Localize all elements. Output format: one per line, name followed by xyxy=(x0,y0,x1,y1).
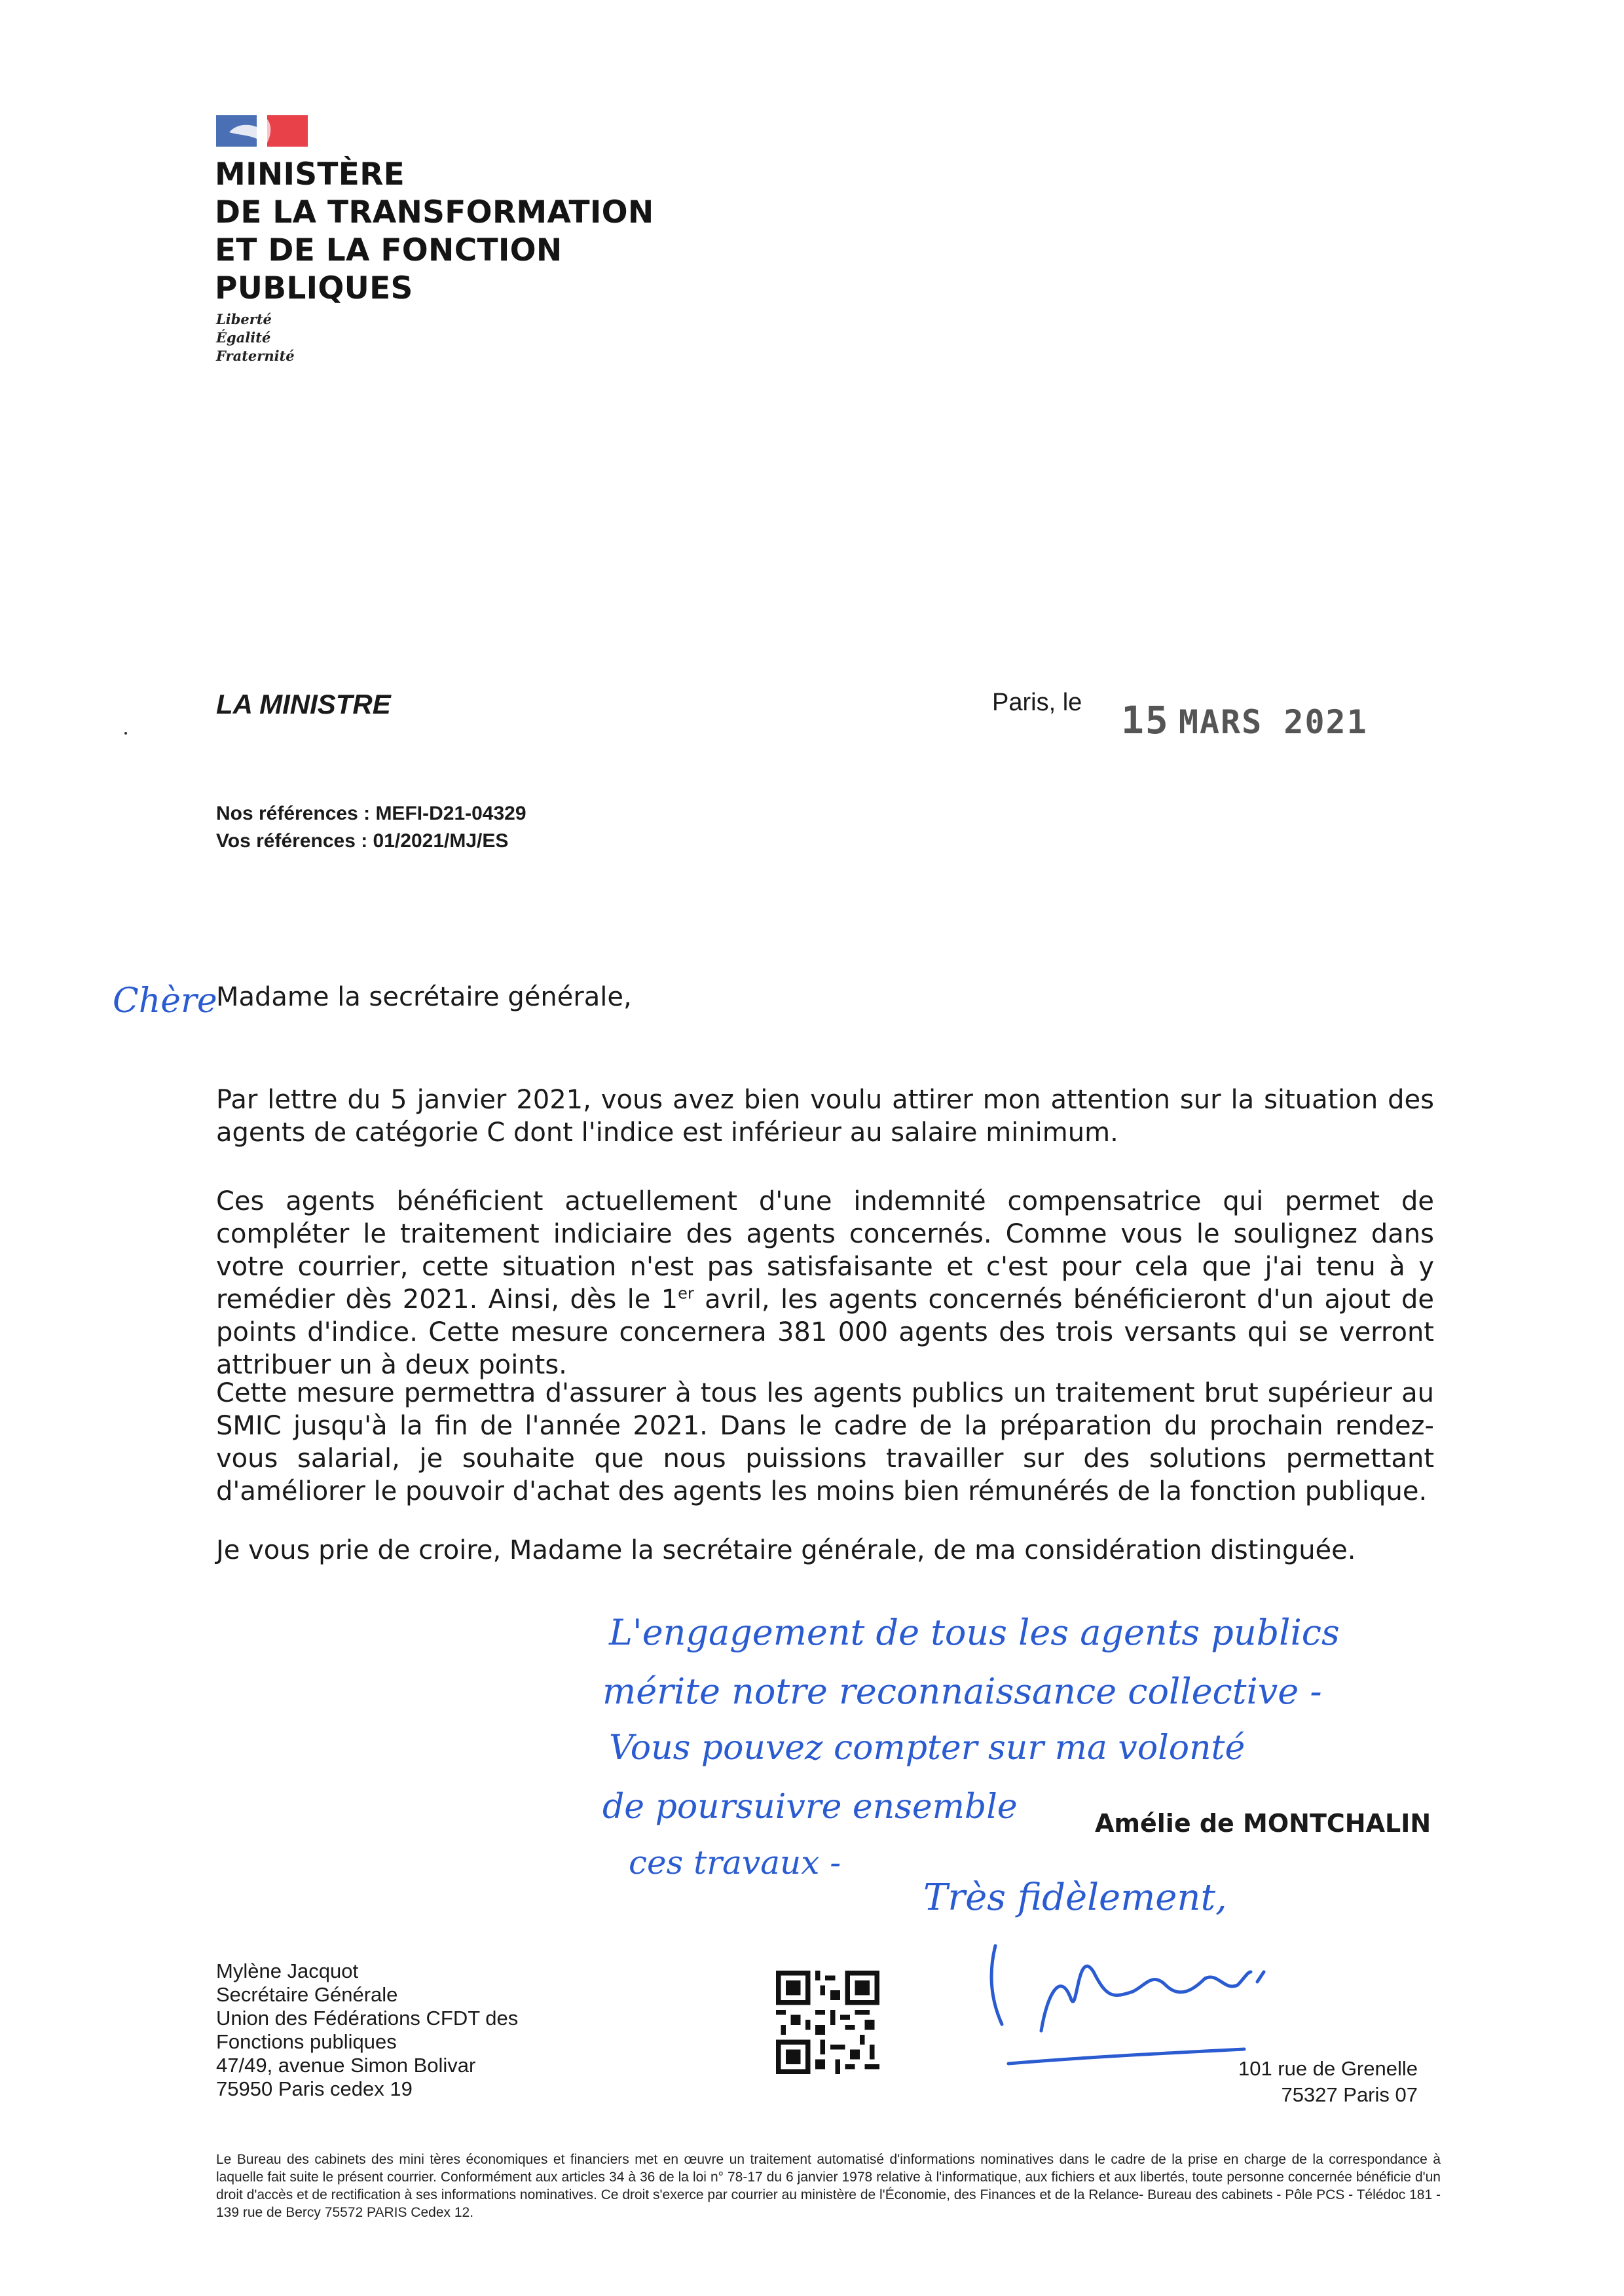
handwritten-line-2: mérite notre reconnaissance collective - xyxy=(602,1671,1322,1712)
recipient-line-6: 75950 Paris cedex 19 xyxy=(216,2077,413,2100)
ministry-line-4: PUBLIQUES xyxy=(215,270,413,306)
paragraph-2 xyxy=(216,1185,1434,1381)
handwritten-line-6: Très fidèlement, xyxy=(923,1876,1227,1919)
sender-line-2: 75327 Paris 07 xyxy=(1281,2083,1418,2106)
sender-address xyxy=(1221,2056,1418,2108)
marianne-flag-logo xyxy=(216,113,308,149)
signer-name: Amélie de MONTCHALIN xyxy=(1095,1809,1431,1838)
republic-motto xyxy=(216,310,295,365)
references xyxy=(216,800,526,855)
ministry-line-1: MINISTÈRE xyxy=(215,156,405,192)
sender-line-1: 101 rue de Grenelle xyxy=(1238,2057,1418,2080)
handwritten-line-1: L'engagement de tous les agents publics xyxy=(609,1612,1340,1653)
date-stamp xyxy=(1121,698,1368,742)
handwritten-salutation xyxy=(110,974,221,1027)
recipient-line-4: Fonctions publiques xyxy=(216,2030,397,2053)
author-title: LA MINISTRE xyxy=(216,689,391,720)
paragraph-1: Par lettre du 5 janvier 2021, vous avez bien voulu attirer mon attention sur la situation des agents de catégorie C dont l'indice est inférieur au salaire minimum. xyxy=(216,1085,1434,1148)
our-reference: Nos références : MEFI-D21-04329 xyxy=(216,803,526,824)
handwritten-line-3: Vous pouvez compter sur ma volonté xyxy=(609,1728,1246,1768)
ministry-line-2: DE LA TRANSFORMATION xyxy=(215,194,654,230)
place-prefix: Paris, le xyxy=(992,689,1082,716)
recipient-line-5: 47/49, avenue Simon Bolivar xyxy=(216,2054,476,2077)
recipient-line-1: Mylène Jacquot xyxy=(216,1959,359,1982)
paragraph-2-superscript: er xyxy=(678,1284,694,1303)
ministry-line-3: ET DE LA FONCTION xyxy=(215,232,563,268)
paragraph-4: Je vous prie de croire, Madame la secrétaire générale, de ma considération distinguée. xyxy=(216,1535,1356,1565)
motto-fraternite: Fraternité xyxy=(216,348,295,364)
your-reference: Vos références : 01/2021/MJ/ES xyxy=(216,830,509,852)
scan-speck xyxy=(124,732,127,735)
paragraph-2-part-a: Ces agents bénéficient actuellement d'une indemnité compensatrice qui permet de compléter le traitement indiciaire des agents concernés. Comme vous le soulignez dans votre courrier, cette situation n'est pas satisfaisante et c'est pour cela que j'ai tenu à y remédier dès 2021. Ainsi, dès le 1 xyxy=(216,1186,1434,1315)
ministry-name xyxy=(215,156,654,308)
qr-code xyxy=(776,1971,879,2074)
paragraph-2-part-b: avril, les agents concernés bénéficieront d'un ajout de points d'indice. Cette mesure concernera 381 000 agents des trois versants qui se verront attribuer un à deux points. xyxy=(216,1285,1434,1380)
recipient-address xyxy=(216,1959,518,2101)
recipient-line-2: Secrétaire Générale xyxy=(216,1983,398,2006)
date-stamp-day: 15 xyxy=(1121,698,1170,742)
handwritten-line-4: de poursuivre ensemble xyxy=(602,1787,1018,1827)
signature xyxy=(991,1946,1264,2064)
motto-liberte: Liberté xyxy=(216,311,272,327)
handwritten-salutation-text: Chère xyxy=(113,981,217,1021)
privacy-footer: Le Bureau des cabinets des mini tères économiques et financiers met en œuvre un traitement automatisé d'informations nominatives dans le cadre de la prise en charge de la correspondance à laquelle fait suite le présent courrier. Conformément aux articles 34 à 36 de la loi n° 78-17 du 6 janvier 1978 relative à l'informatique, aux fichiers et aux libertés, toute personne concernée bénéficie d'un droit d'accès et de rectification à ses informations nominatives. Ce droit s'exerce par courrier au ministère de l'Économie, des Finances et de la Relance- Bureau des cabinets - Pôle PCS - Télédoc 181 - 139 rue de Bercy 75572 PARIS Cedex 12. xyxy=(216,2152,1441,2220)
paragraph-3: Cette mesure permettra d'assurer à tous les agents publics un traitement brut supérieur au SMIC jusqu'à la fin de l'année 2021. Dans le cadre de la préparation du prochain rendez-vous salarial, je souhaite que nous puissions travailler sur des solutions permettant d'améliorer le pouvoir d'achat des agents les moins bien rémunérés de la fonction publique. xyxy=(216,1378,1434,1506)
date-stamp-month-year: MARS 2021 xyxy=(1178,703,1368,741)
handwritten-line-5: ces travaux - xyxy=(629,1844,841,1882)
recipient-line-3: Union des Fédérations CFDT des xyxy=(216,2007,519,2030)
salutation: Madame la secrétaire générale, xyxy=(216,982,632,1012)
motto-egalite: Égalité xyxy=(216,329,271,346)
